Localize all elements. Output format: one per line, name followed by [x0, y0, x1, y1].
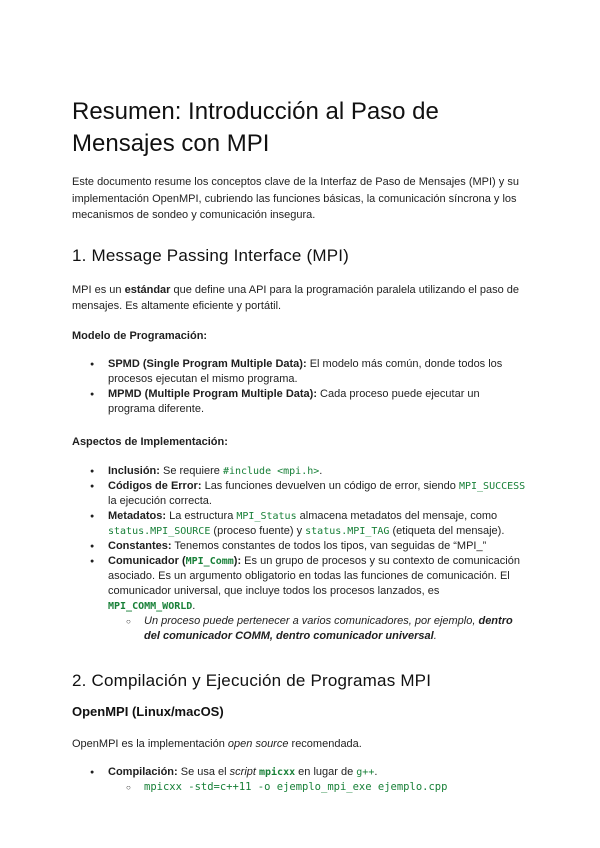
- sub-list-item: [108, 614, 528, 644]
- list-text: Se usa el: [177, 766, 230, 778]
- list-term: SPMD (Single Program Multiple Data):: [108, 358, 307, 370]
- list-text: (etiqueta del mensaje).: [389, 524, 505, 537]
- list-text: Es un grupo de procesos y su contexto de comunicación asociado. Es un argumento obligatorio en todas las funciones de comunicación. El comunicador universal, que incluye todos los procesos lanzados, es: [108, 554, 520, 597]
- impl-label: Aspectos de Implementación:: [72, 436, 228, 448]
- command-code: mpicxx -std=c++11 -o ejemplo_mpi_exe ejemplo.cpp: [144, 781, 448, 793]
- compile-list: [72, 765, 528, 795]
- list-item: [72, 479, 528, 509]
- section-2-paragraph: [72, 736, 528, 753]
- code-span: status.MPI_SOURCE: [108, 525, 211, 537]
- model-list: [72, 357, 528, 417]
- list-item: [72, 464, 528, 479]
- code-span: MPI_COMM_WORLD: [108, 600, 193, 612]
- section-1-paragraph: [72, 282, 528, 315]
- document-title: Resumen: Introducción al Paso de Mensajes con MPI: [72, 98, 439, 157]
- sub-list: [108, 614, 528, 644]
- list-item: [72, 387, 528, 417]
- sub-list-item: [108, 780, 528, 795]
- list-text: Cada proceso puede ejecutar un programa diferente.: [108, 388, 480, 415]
- bold-term: estándar: [124, 283, 171, 296]
- list-text: .: [192, 599, 196, 612]
- code-span: status.MPI_TAG: [305, 525, 390, 537]
- code-span: MPI_Status: [236, 510, 297, 522]
- section-2-subheading: OpenMPI (Linux/macOS): [72, 703, 224, 719]
- list-item: [72, 357, 528, 387]
- code-span: g++: [356, 767, 375, 778]
- intro-paragraph: Este documento resume los conceptos clave de la Interfaz de Paso de Mensajes (MPI) y su implementación OpenMPI, cubriendo las funciones básicas, la comunicación síncrona y los mecanismos de sondeo y comunicación insegura.: [72, 176, 519, 221]
- italic-text: open source: [227, 737, 289, 750]
- list-term: MPMD (Multiple Program Multiple Data):: [108, 388, 317, 400]
- list-text: El modelo más común, donde todos los procesos ejecutan el mismo programa.: [108, 358, 503, 385]
- list-item: [72, 554, 528, 644]
- code-span: MPI_SUCCESS: [458, 480, 526, 492]
- list-term: Comunicador (: [108, 554, 186, 567]
- list-term: Metadatos:: [108, 509, 167, 522]
- italic-text: .: [433, 629, 437, 642]
- text-span: MPI es un: [72, 283, 125, 296]
- list-item: [72, 765, 528, 795]
- list-text: en lugar de: [295, 766, 357, 778]
- section-2-heading: 2. Compilación y Ejecución de Programas MPI: [72, 670, 432, 690]
- sub-list: [108, 780, 528, 795]
- list-text: Tenemos constantes de todos los tipos, van seguidas de “MPI_”: [171, 539, 487, 552]
- list-item: [72, 539, 528, 554]
- model-label: Modelo de Programación:: [72, 329, 208, 342]
- section-1-heading: 1. Message Passing Interface (MPI): [72, 245, 350, 265]
- list-item: [72, 509, 528, 539]
- list-text: la ejecución correcta.: [108, 494, 212, 507]
- code-span: mpicxx: [259, 767, 296, 778]
- list-text: (proceso fuente) y: [210, 524, 306, 537]
- list-term: ):: [233, 554, 242, 567]
- list-text: Se requiere: [159, 464, 223, 477]
- list-term: Códigos de Error:: [108, 479, 202, 492]
- list-text: .: [319, 464, 323, 477]
- list-text: almacena metadatos del mensaje, como: [296, 509, 498, 522]
- list-text: Las funciones devuelven un código de error, siendo: [201, 479, 459, 492]
- impl-list: [72, 464, 528, 644]
- list-term: Inclusión:: [108, 464, 160, 477]
- list-term: Constantes:: [108, 539, 172, 552]
- text-span: OpenMPI es la implementación: [72, 737, 228, 750]
- list-term: Compilación:: [108, 766, 178, 778]
- code-span: #include <mpi.h>: [222, 465, 320, 477]
- list-text: .: [374, 766, 378, 778]
- bold-italic-text: dentro del comunicador COMM, dentro comunicador universal: [144, 614, 513, 642]
- italic-text: script: [229, 766, 256, 778]
- code-span: MPI_Comm: [185, 555, 234, 567]
- text-span: que define una API para la programación paralela utilizando el paso de mensajes. Es altamente eficiente y portátil.: [72, 283, 520, 312]
- italic-text: Un proceso puede pertenecer a varios comunicadores, por ejemplo,: [144, 614, 479, 627]
- list-text: La estructura: [166, 509, 237, 522]
- text-span: recomendada.: [288, 737, 362, 750]
